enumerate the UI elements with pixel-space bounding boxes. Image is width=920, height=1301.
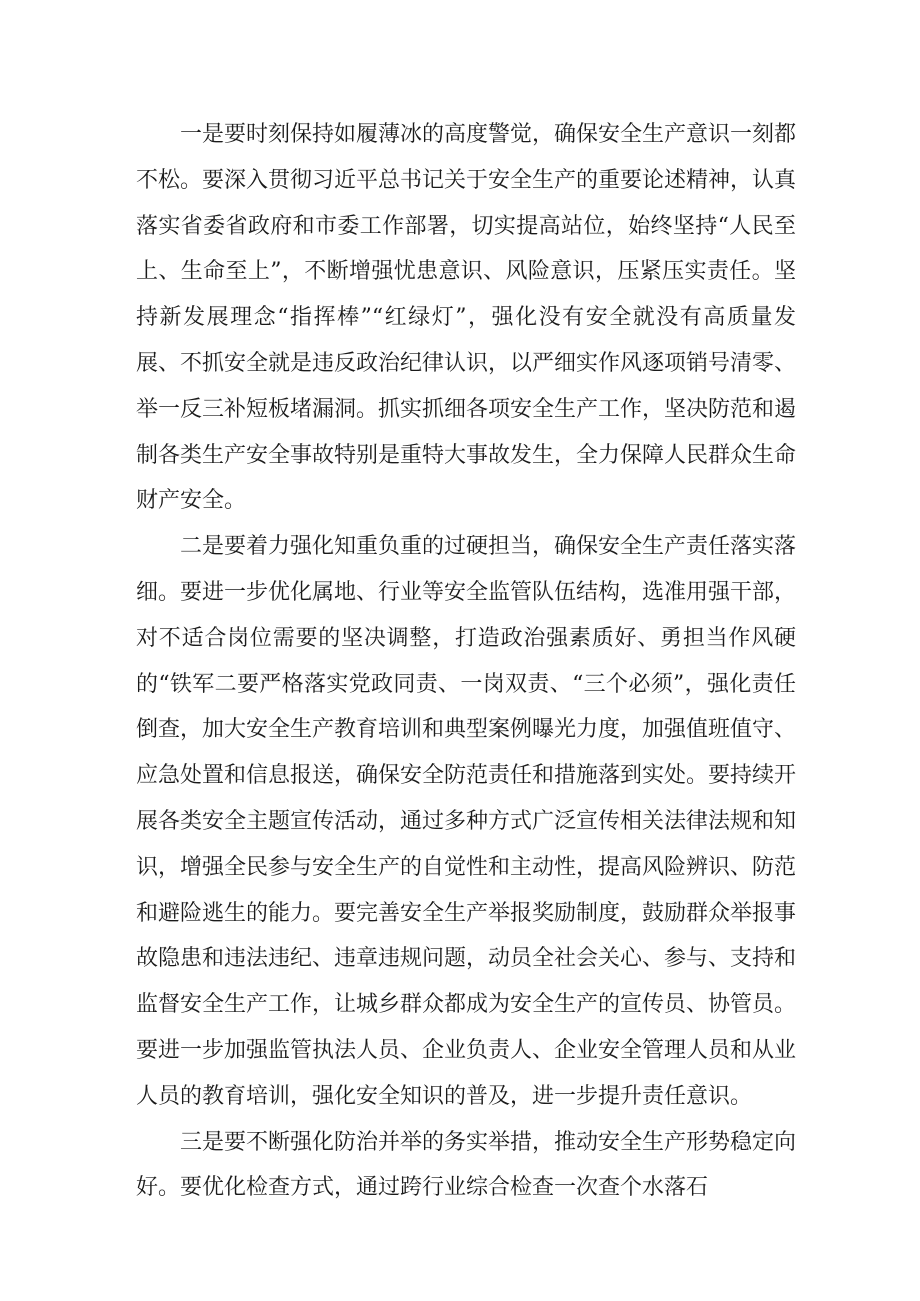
paragraph-2: 二是要着力强化知重负重的过硬担当，确保安全生产责任落实落细。要进一步优化属地、行业等安全监管队伍结构，选准用强干部，对不适合岗位需要的坚决调整，打造政治强素质好、勇担当作风硬的“铁军二要严格落实党政同责、一岗双责、“三个必须”，强化责任倒查，加大安全生产教育培训和典型案例曝光力度，加强值班值守、应急处置和信息报送，确保安全防范责任和措施落到实处。要持续开展各类安全主题宣传活动，通过多种方式广泛宣传相关法律法规和知识，增强全民参与安全生产的自觉性和主动性，提高风险辨识、防范和避险逃生的能力。要完善安全生产举报奖励制度，鼓励群众举报事故隐患和违法违纪、违章违规问题，动员全社会关心、参与、支持和监督安全生产工作，让城乡群众都成为安全生产的宣传员、协管员。要进一步加强监管执法人员、企业负责人、企业安全管理人员和从业人员的教育培训，强化安全知识的普及，进一步提升责任意识。 (136, 534, 797, 1109)
paragraph-3: 三是要不断强化防治并举的务实举措，推动安全生产形势稳定向好。要优化检查方式，通过跨行业综合检查一次查个水落石 (136, 1129, 797, 1201)
paragraph-1: 一是要时刻保持如履薄冰的高度警觉，确保安全生产意识一刻都不松。要深入贯彻习近平总书记关于安全生产的重要论述精神，认真落实省委省政府和市委工作部署，切实提高站位，始终坚持“人民至上、生命至上”，不断增强忧患意识、风险意识，压紧压实责任。坚持新发展理念“指挥棒”“红绿灯”，强化没有安全就没有高质量发展、不抓安全就是违反政治纪律认识，以严细实作风逐项销号清零、举一反三补短板堵漏洞。抓实抓细各项安全生产工作，坚决防范和遏制各类生产安全事故特别是重特大事故发生，全力保障人民群众生命财产安全。 (136, 122, 797, 514)
document-body (136, 112, 796, 1211)
